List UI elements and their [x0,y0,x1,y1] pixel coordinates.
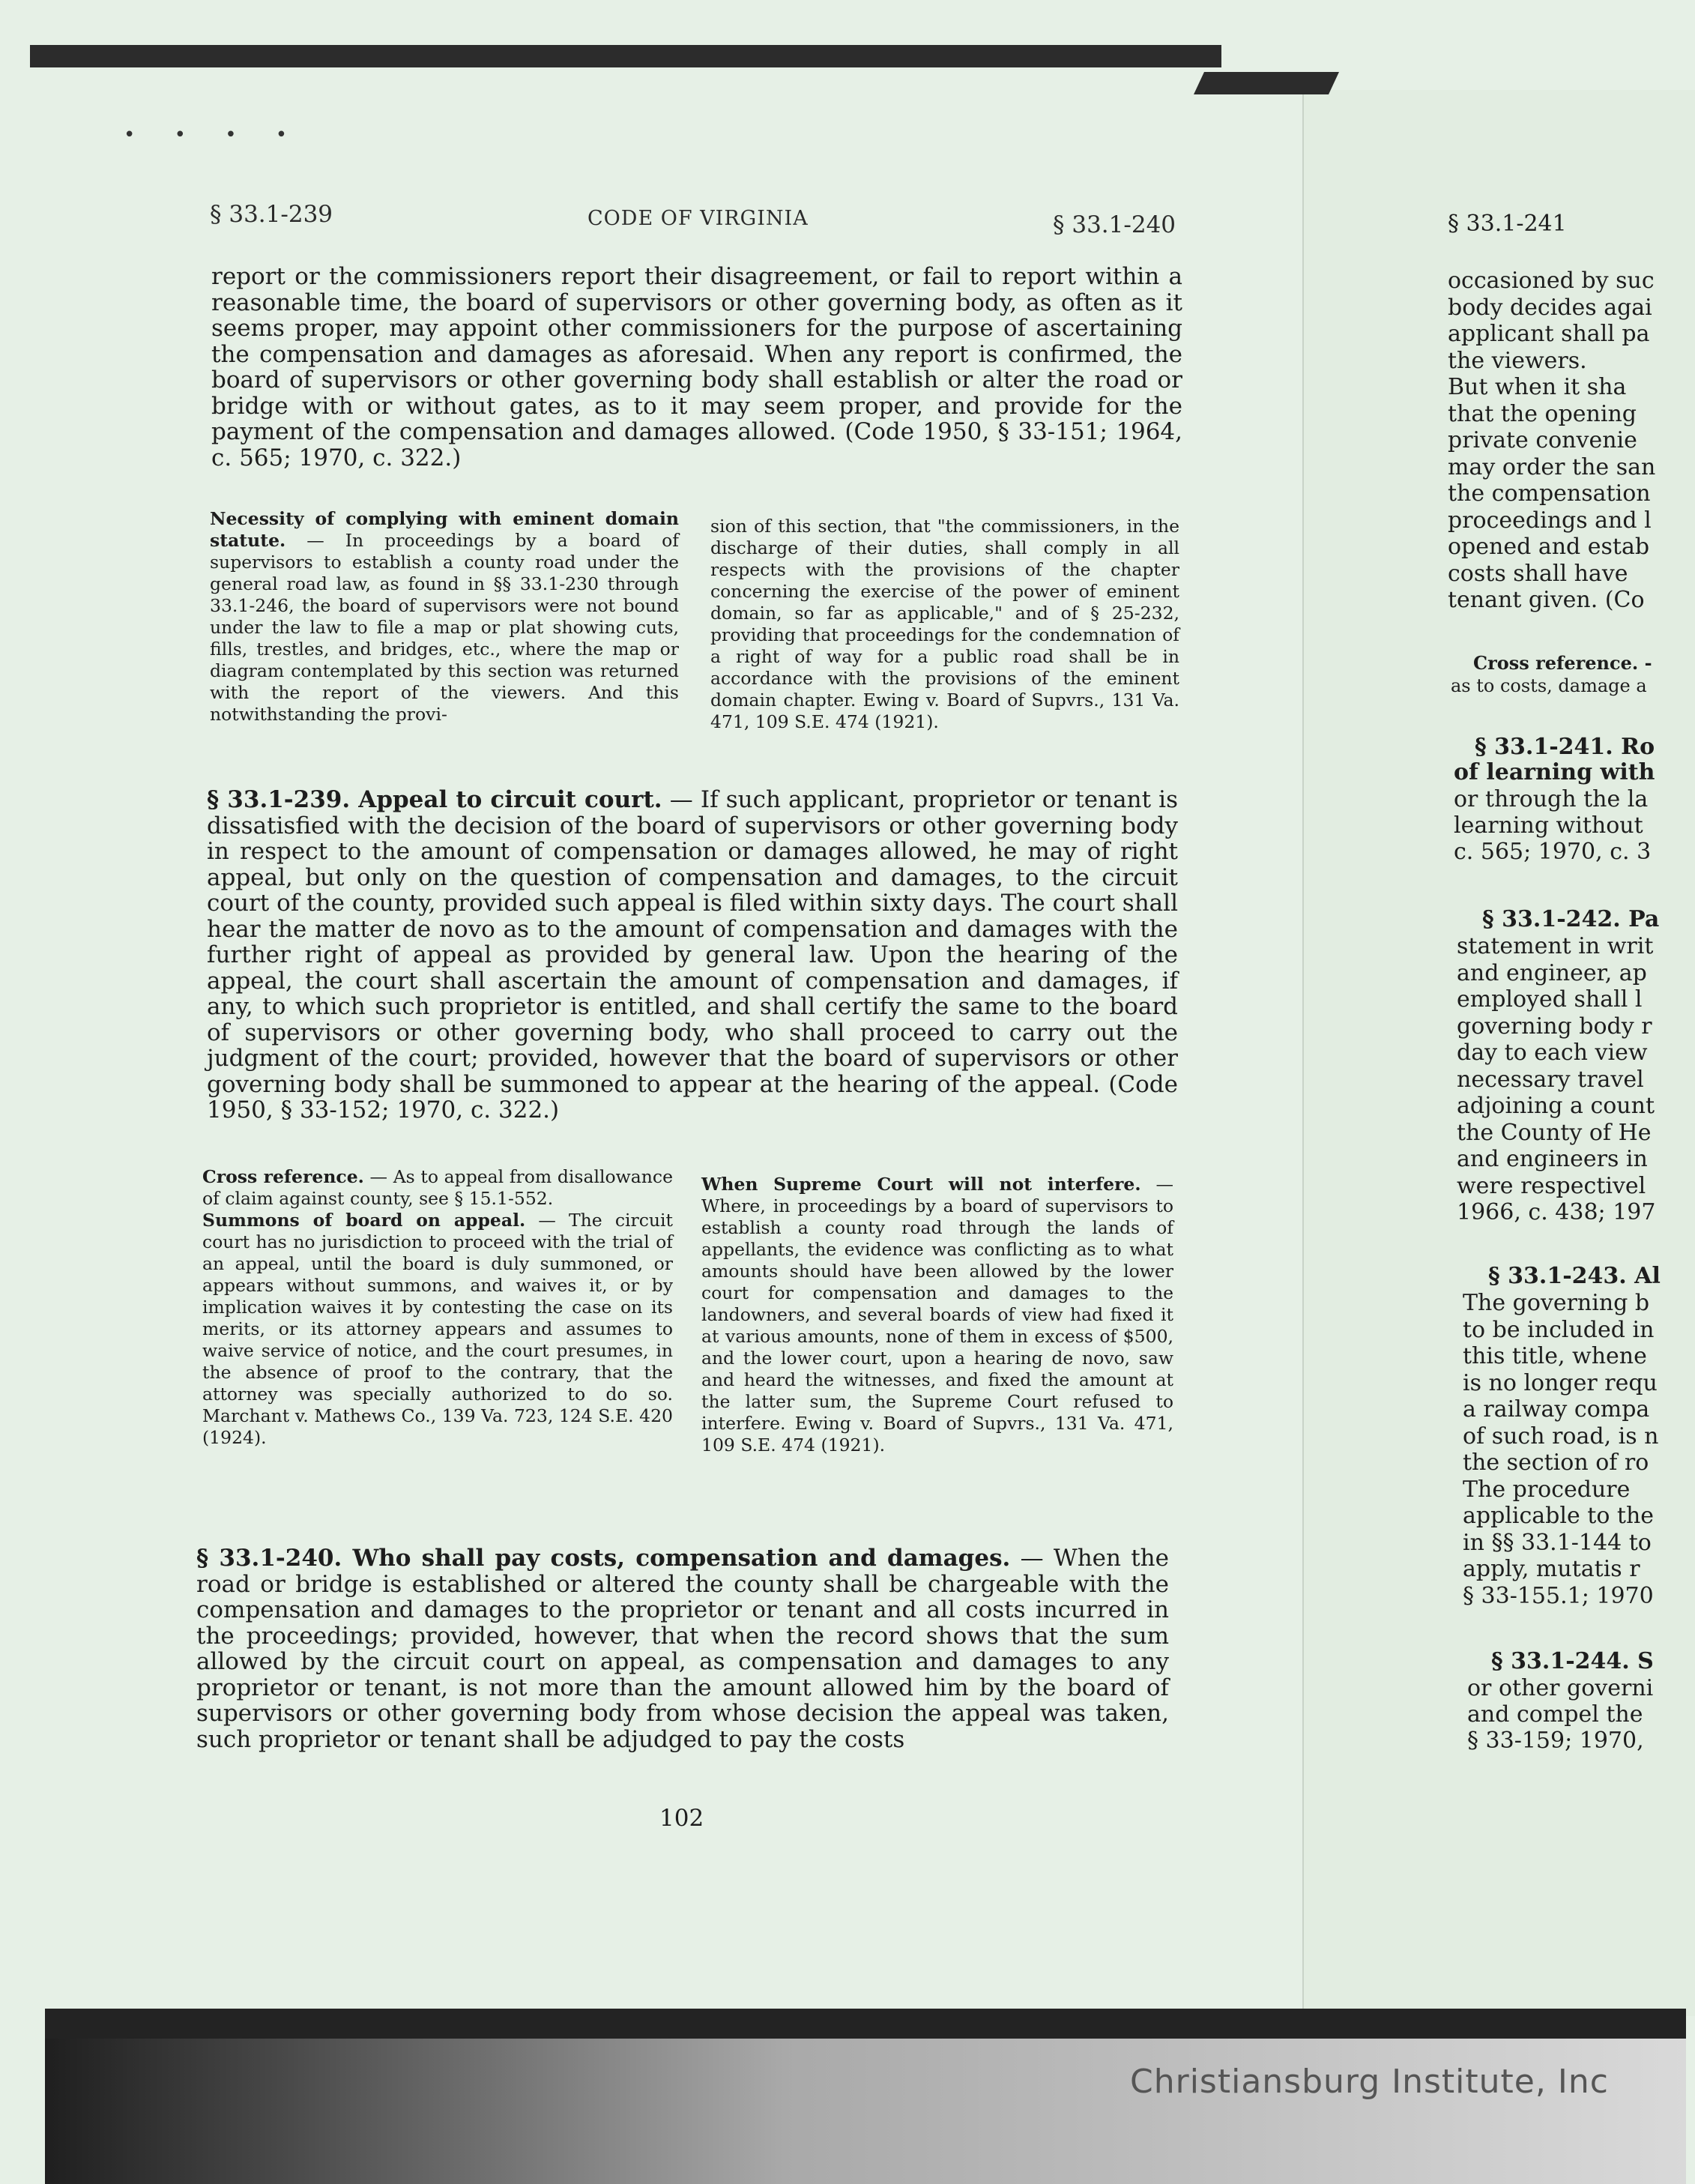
right-column-line: to be included in [1463,1316,1655,1343]
section-33-1-244-heading: § 33.1-244. S [1491,1648,1654,1674]
annotation-eminent-domain-right: sion of this section, that "the commissioners, in the discharge of their duties, shall comply in all respects with the provisions of the chapter concerning the exercise of the power of eminent domain, so far as applicable," and of § 25-232, providing that proceedings for the condemnation of a right of way for a public road shall be in accordance with the provisions of the eminent domain chapter. Ewing v. Board of Supvrs., 131 Va. 471, 109 S.E. 474 (1921). [710,516,1179,732]
summons-heading: Summons of board on appeal. [202,1210,526,1231]
right-column-line: and engineer, ap [1457,959,1647,986]
right-column-line: and engineers in [1457,1146,1648,1172]
right-column-line: employed shall l [1457,986,1643,1013]
right-column-line: learning without [1454,812,1643,839]
cross-reference-heading: Cross reference. [202,1166,364,1187]
adjacent-page-column [1446,0,1695,2184]
right-column-line: that the opening [1448,400,1637,427]
scan-edge-top-tail [1194,72,1339,94]
summons-text: — The circuit court has no jurisdiction to proceed with the trial of an appeal, until the board is duly summoned, or appears without summons, and waives it, or by implication waives it by contesting the case on its merits, or its attorney appears and assumes to waive service of notice, and the court presumes, in the absence of proof to the contrary, that the attorney was specially authorized to do so. Marchant v. Mathews Co., 139 Va. 723, 124 S.E. 420 (1924). [202,1210,673,1448]
right-column-line: 1966, c. 438; 197 [1457,1199,1656,1225]
right-column-line: necessary travel [1457,1066,1644,1093]
right-column-line: costs shall have [1448,560,1628,587]
right-column-line: the County of He [1457,1119,1652,1146]
scan-dots: • • • • [124,124,304,146]
paragraph-continuation: report or the commissioners report their disagreement, or fail to report within a reasonable time, the board of supervisors or other governing body, as often as it seems proper, may appoint other commissioners for the purpose of ascertaining the compensation and damages as aforesaid. When any report is confirmed, the board of supervisors or other governing body shall establish or alter the road or bridge with or without gates, as to it may seem proper, and provide for the payment of the compensation and damages allowed. (Code 1950, § 33-151; 1964, c. 565; 1970, c. 322.) [211,263,1182,471]
annotation-text: — In proceedings by a board of supervisors to establish a county road under the general road law, as found in §§ 33.1-230 through 33.1-246, the board of supervisors were not bound under the law to file a map or plat showing cuts, fills, trestles, and bridges, etc., where the map or diagram contemplated by this section was returned with the report of the viewers. And this notwithstanding the provi- [210,530,679,725]
right-column-line: or through the la [1454,786,1649,812]
section-text: — If such applicant, proprietor or tenant is dissatisfied with the decision of the board of supervisors or other governing body in respect to the amount of compensation or damages allowed, he may of right appeal, but only on the question of compensation and damages, to the circuit court of the county, provided such appeal is filed within sixty days. The court shall hear the matter de novo as to the amount of compensation and damages with the further right of appeal as provided by general law. Upon the hearing of the appeal, the court shall ascertain the amount of compensation and damages, if any, to which such proprietor is entitled, and shall certify the same to the board of supervisors or other governing body, who shall proceed to carry out the judgment of the court; provided, however that the board of supervisors or other governing body shall be summoned to appear at the hearing of the appeal. (Code 1950, § 33-152; 1970, c. 322.) [207,786,1178,1123]
right-cross-reference-heading: Cross reference. - [1473,652,1652,674]
right-column-line: the viewers. [1448,347,1587,374]
right-column-line: c. 565; 1970, c. 3 [1454,839,1652,865]
right-column-line: this title, whene [1463,1343,1647,1369]
right-column-line: is no longer requ [1463,1369,1658,1396]
page-number: 102 [659,1805,704,1832]
cross-reference-text: — As to appeal from disallowance of claim against county, see § 15.1-552. [202,1166,673,1209]
right-column-line: apply, mutatis r [1463,1556,1640,1582]
right-column-line: adjoining a count [1457,1093,1655,1119]
right-column-line: were respectivel [1457,1172,1646,1199]
right-column-line: statement in writ [1457,933,1654,959]
right-column-line: day to each view [1457,1040,1648,1066]
annotation-heading: Necessity of complying with eminent domain statute. [210,508,679,551]
right-column-line: or other governi [1467,1675,1654,1701]
supreme-court-heading: When Supreme Court will not interfere. [701,1174,1141,1195]
section-33-1-242-heading: § 33.1-242. Pa [1482,906,1660,932]
annotation-cross-reference [202,1166,673,1449]
right-column-line: governing body r [1457,1013,1652,1040]
header-title: CODE OF VIRGINIA [587,207,809,230]
right-column-line: occasioned by suc [1448,268,1655,294]
right-column-line: tenant given. (Co [1448,587,1645,613]
right-column-line: private convenie [1448,427,1637,453]
right-column-line: opened and estab [1448,534,1650,560]
header-far-right-section: § 33.1-241 [1448,211,1567,237]
right-column-line: in §§ 33.1-144 to [1463,1529,1652,1556]
right-column-line: proceedings and l [1448,507,1652,534]
section-33-1-239 [207,787,1178,1123]
section-33-1-240 [196,1545,1169,1752]
right-column-line: a railway compa [1463,1396,1650,1423]
right-column-line: § 33-155.1; 1970 [1463,1582,1654,1609]
right-column-line: applicable to the [1463,1503,1655,1529]
right-column-line: The procedure [1463,1476,1631,1503]
section-heading: § 33.1-240. Who shall pay costs, compensation and damages. [196,1545,1011,1572]
watermark: Christiansburg Institute, Inc [1130,2063,1609,2101]
section-33-1-243-heading: § 33.1-243. Al [1488,1263,1661,1289]
right-column-line: of such road, is n [1463,1423,1659,1450]
header-right-section: § 33.1-240 [1053,211,1176,238]
scan-edge-top [30,45,1221,67]
right-column-line: applicant shall pa [1448,321,1650,347]
right-column-line: But when it sha [1448,374,1627,400]
supreme-court-text: — Where, in proceedings by a board of supervisors to establish a county road through the lands of appellants, the evidence was conflicting as to what amounts should have been allowed by the lower court for compensation and damages to the landowners, and several boards of view had fixed it at various amounts, none of them in excess of $500, and the lower court, upon a hearing de novo, saw and heard the witnesses, and fixed the amount at the latter sum, the Supreme Court refused to interfere. Ewing v. Board of Supvrs., 131 Va. 471, 109 S.E. 474 (1921). [701,1174,1173,1456]
right-column-line: and compel the [1467,1701,1643,1728]
right-cross-reference-text: as to costs, damage a [1451,675,1647,696]
header-left-section: § 33.1-239 [210,201,333,228]
right-column-line: body decides agai [1448,294,1652,321]
section-33-1-241-heading-line2: of learning with [1454,759,1655,785]
section-heading: § 33.1-239. Appeal to circuit court. [207,786,662,813]
section-text: — When the road or bridge is established or altered the county shall be chargeable with the compensation and damages to the proprietor or tenant and all costs incurred in the proceedings; provided, however, that when the record shows that the sum allowed by the circuit court on appeal, as compensation and damages to any proprietor or tenant, is not more than the amount allowed him by the board of supervisors or other governing body from whose decision the appeal was taken, such proprietor or tenant shall be adjudged to pay the costs [196,1545,1169,1753]
annotation-eminent-domain-left [210,508,679,726]
right-column-line: may order the san [1448,453,1656,480]
right-column-line: § 33-159; 1970, [1467,1728,1644,1754]
scan-edge-bottom [45,2009,1686,2039]
right-column-line: The governing b [1463,1290,1650,1316]
annotation-supreme-court [701,1174,1173,1456]
section-33-1-241-heading: § 33.1-241. Ro [1475,734,1655,760]
right-column-line: the section of ro [1463,1450,1649,1476]
right-column-line: the compensation [1448,480,1651,507]
scan-shadow-bottom [45,2039,1686,2184]
